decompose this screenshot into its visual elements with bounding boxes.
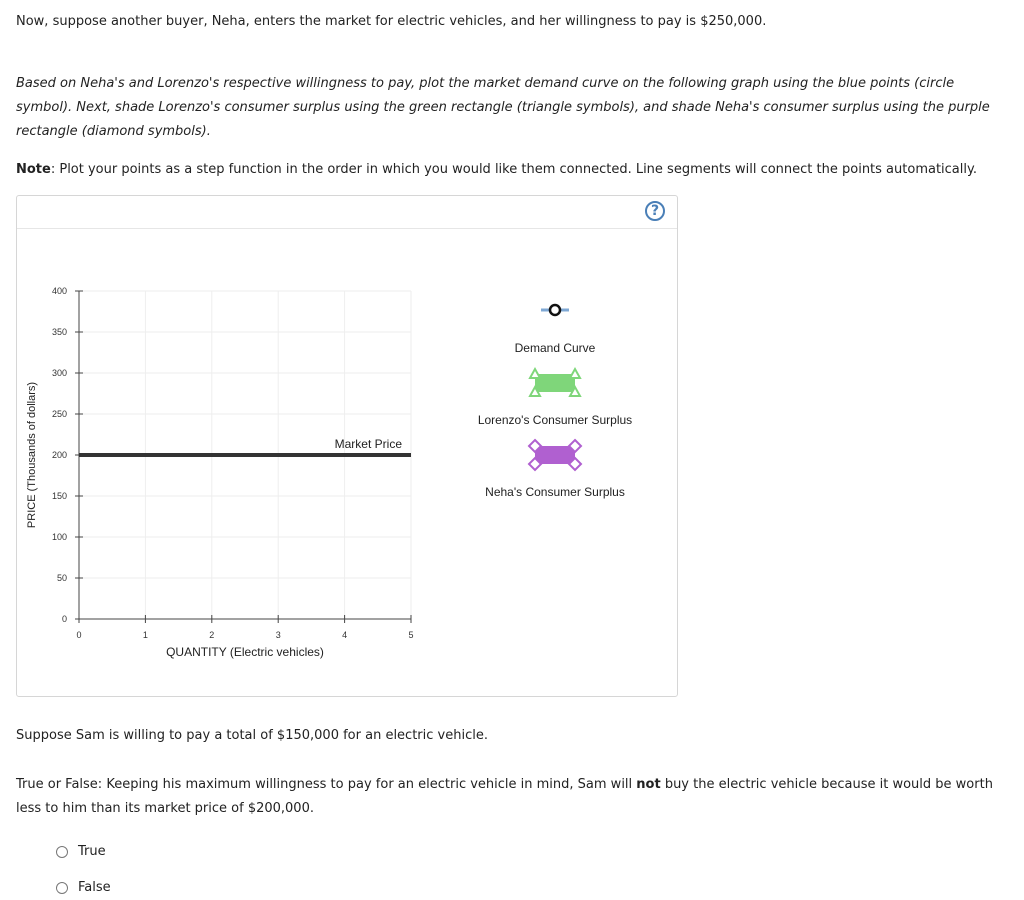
option-false[interactable]: [56, 880, 111, 895]
triangle-rectangle-icon[interactable]: [535, 374, 575, 392]
y-tick-label: 100: [51, 532, 67, 542]
y-tick-label: 350: [51, 327, 67, 337]
y-tick-label: 0: [61, 614, 67, 624]
intro-text: Now, suppose another buyer, Neha, enters the market for electric vehicles, and her willingness to pay is $250,000.: [16, 14, 767, 29]
option-true[interactable]: [56, 844, 106, 859]
y-tick-label: 300: [51, 368, 67, 378]
legend-demand-label: Demand Curve: [514, 341, 596, 355]
option-false-label: False: [78, 880, 111, 895]
graph-canvas[interactable]: [17, 196, 679, 698]
true-false-question: [16, 773, 996, 821]
help-icon[interactable]: ?: [645, 201, 665, 221]
diamond-rectangle-icon[interactable]: [535, 446, 575, 464]
y-tick-label: 250: [51, 409, 67, 419]
question-text-after: buy the electric vehicle because it would be worth less to him than its market price of $200,000.: [16, 777, 993, 816]
x-tick-label: 4: [342, 630, 348, 640]
x-tick-label: 0: [76, 630, 82, 640]
triangle-handle-icon[interactable]: [570, 369, 580, 378]
sam-context-text: Suppose Sam is willing to pay a total of $150,000 for an electric vehicle.: [16, 728, 488, 743]
y-tick-label: 150: [51, 491, 67, 501]
x-tick-label: 5: [408, 630, 414, 640]
legend-neha-label: Neha's Consumer Surplus: [485, 485, 625, 499]
x-tick-label: 1: [142, 630, 148, 640]
graph-panel[interactable]: [16, 195, 678, 697]
x-axis-label: QUANTITY (Electric vehicles): [166, 645, 324, 659]
legend-lorenzo-label: Lorenzo's Consumer Surplus: [477, 413, 633, 427]
circle-point-icon[interactable]: [550, 305, 560, 315]
question-text-bold: not: [636, 777, 661, 792]
x-tick-label: 2: [209, 630, 215, 640]
radio-false[interactable]: [56, 882, 68, 894]
y-axis-label: PRICE (Thousands of dollars): [26, 381, 38, 529]
option-true-label: True: [78, 844, 106, 859]
x-tick-label: 3: [275, 630, 281, 640]
question-text-before: True or False: Keeping his maximum willingness to pay for an electric vehicle in mind, Sam will: [16, 777, 637, 792]
triangle-handle-icon[interactable]: [530, 369, 540, 378]
market-price-label: Market Price: [334, 437, 402, 451]
instructions-text: Based on Neha's and Lorenzo's respective willingness to pay, plot the market demand curve on the following graph using the blue points (circle symbol). Next, shade Lorenzo's consumer surplus using the green rectangle (triangle symbols), and shade Neha's consumer surplus using the purple rectangle (diamond symbols).: [16, 76, 990, 139]
radio-true[interactable]: [56, 846, 68, 858]
y-tick-label: 50: [56, 573, 67, 583]
y-tick-label: 400: [51, 286, 67, 296]
note-body: : Plot your points as a step function in the order in which you would like them connected. Line segments will connect the points automatically.: [50, 162, 977, 177]
note-label: Note: [16, 162, 51, 177]
note-text: [16, 158, 1006, 182]
y-tick-label: 200: [51, 450, 67, 460]
